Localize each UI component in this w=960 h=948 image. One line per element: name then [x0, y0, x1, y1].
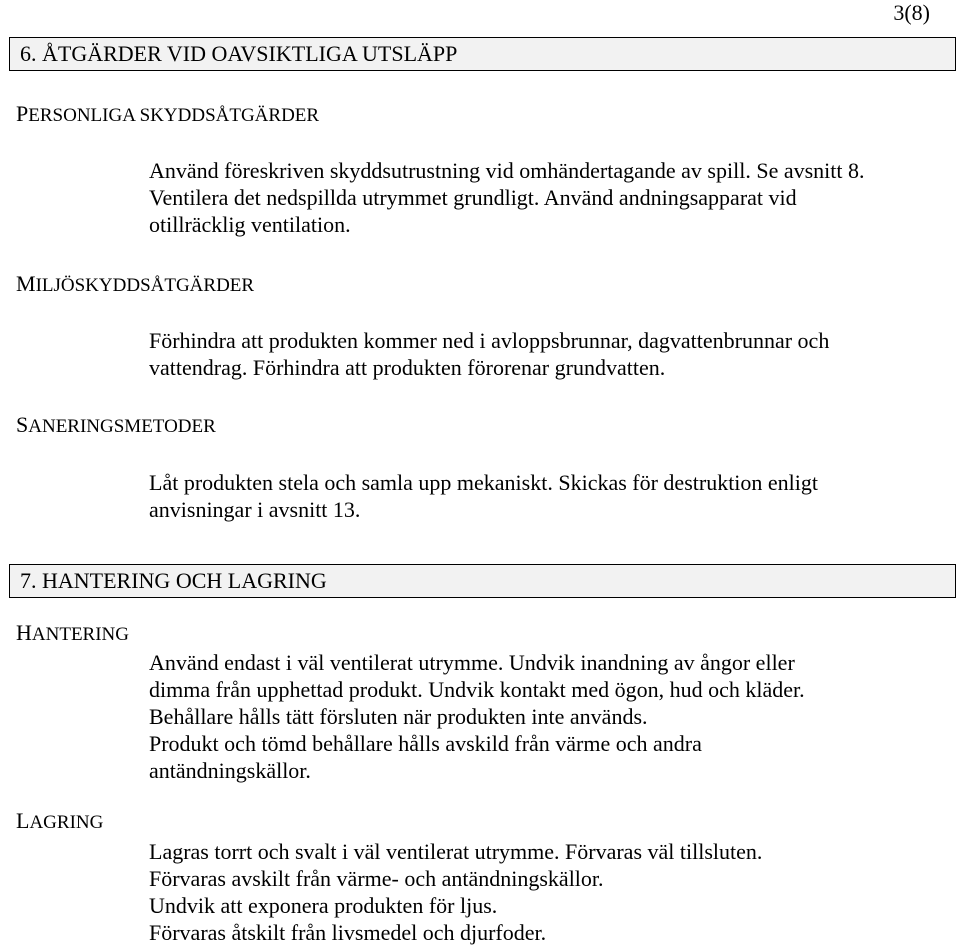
cleanup-methods-text	[149, 469, 949, 523]
text-line: anvisningar i avsnitt 13.	[149, 497, 361, 522]
cleanup-methods-heading-initial: S	[16, 412, 29, 437]
text-line: Låt produkten stela och samla upp mekaniskt. Skickas för destruktion enligt	[149, 470, 819, 495]
personal-protection-heading-initial: P	[16, 101, 29, 126]
text-line: antändningskällor.	[149, 758, 311, 783]
text-line: Produkt och tömd behållare hålls avskild från värme och andra	[149, 731, 702, 756]
storage-heading	[16, 809, 103, 835]
personal-protection-heading-rest: ERSONLIGA SKYDDSÅTGÄRDER	[28, 105, 320, 126]
storage-text	[149, 838, 949, 946]
text-line: dimma från upphettad produkt. Undvik kontakt med ögon, hud och kläder.	[149, 677, 805, 702]
environmental-protection-text	[149, 327, 949, 381]
handling-heading	[16, 621, 129, 647]
text-line: Ventilera det nedspillda utrymmet grundligt. Använd andningsapparat vid	[149, 185, 797, 210]
cleanup-methods-heading-rest: ANERINGSMETODER	[28, 416, 216, 437]
page-number: 3(8)	[893, 0, 930, 25]
text-line: Behållare hålls tätt försluten när produkten inte används.	[149, 704, 648, 729]
environmental-protection-heading	[16, 272, 254, 298]
text-line: Använd endast i väl ventilerat utrymme. Undvik inandning av ångor eller	[149, 650, 795, 675]
text-line: Förvaras åtskilt från livsmedel och djurfoder.	[149, 920, 547, 945]
text-line: Använd föreskriven skyddsutrustning vid omhändertagande av spill. Se avsnitt 8.	[149, 158, 865, 183]
text-line: Lagras torrt och svalt i väl ventilerat utrymme. Förvaras väl tillsluten.	[149, 839, 763, 864]
text-line: Undvik att exponera produkten för ljus.	[149, 893, 498, 918]
storage-heading-initial: L	[16, 808, 30, 833]
text-line: Förhindra att produkten kommer ned i avloppsbrunnar, dagvattenbrunnar och	[149, 328, 830, 353]
section-6-heading: 6. ÅTGÄRDER VID OAVSIKTLIGA UTSLÄPP	[9, 37, 956, 71]
cleanup-methods-heading	[16, 413, 216, 439]
text-line: otillräcklig ventilation.	[149, 212, 351, 237]
handling-heading-rest: ANTERING	[31, 624, 129, 645]
personal-protection-heading	[16, 102, 319, 128]
environmental-protection-heading-rest: ILJÖSKYDDSÅTGÄRDER	[35, 275, 255, 296]
section-7-heading: 7. HANTERING OCH LAGRING	[9, 564, 956, 598]
storage-heading-rest: AGRING	[29, 812, 104, 833]
handling-text	[149, 649, 949, 784]
handling-heading-initial: H	[16, 620, 32, 645]
personal-protection-text	[149, 157, 949, 238]
text-line: vattendrag. Förhindra att produkten förorenar grundvatten.	[149, 355, 666, 380]
text-line: Förvaras avskilt från värme- och antändningskällor.	[149, 866, 604, 891]
environmental-protection-heading-initial: M	[16, 271, 36, 296]
